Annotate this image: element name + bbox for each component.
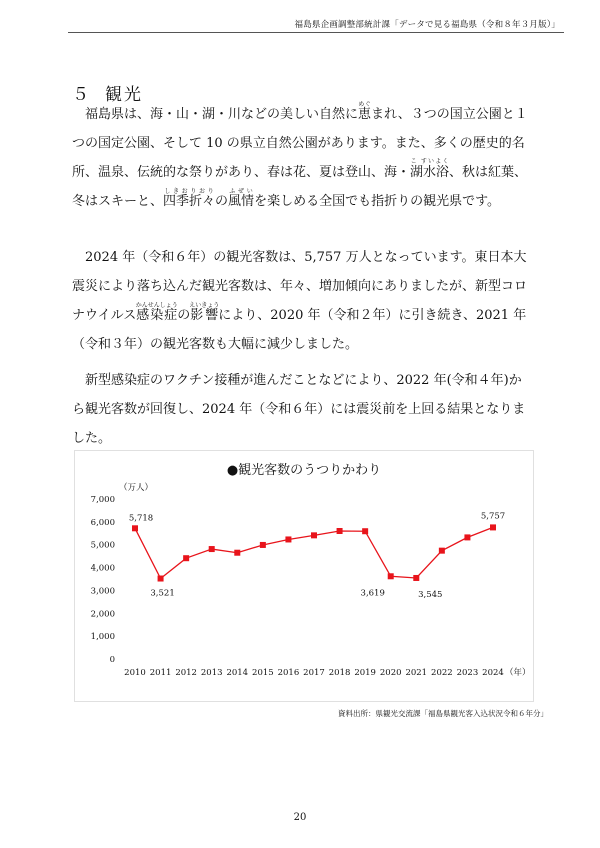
data-point [311,532,317,538]
y-tick-label: 6,000 [90,517,115,528]
x-tick-label: 2024 [482,668,504,678]
paragraph-2 [72,243,528,359]
text-run: により、2020 年（令和２年）に引き続き、2021 年（令和３年）の観光客数も大幅に減少しました。 [72,308,527,352]
text-run: まれ、３つの国立公園と１つの国定公園、そして 10 の県立自然公園があります。また、多くの歴史的名所、温泉、伝統的な祭りがあり、春は花、夏は登山、海・ [72,107,528,180]
source-note: 資料出所：県観光交流課「福島県観光客入込状況令和６年分」 [338,709,548,718]
x-tick-label: 2018 [328,668,351,678]
x-tick-label: 2015 [252,668,274,678]
tourism-chart [74,450,534,702]
data-label: 3,619 [360,588,385,599]
y-tick-label: 2,000 [90,609,115,620]
data-point [132,525,138,531]
data-label: 3,521 [150,588,175,599]
x-tick-label: 2012 [175,668,197,678]
paragraph-3-text: 新型感染症のワクチン接種が進んだことなどにより、2022 年(令和４年)から観光客数が回復し、2024 年（令和６年）には震災前を上回る結果となりました。 [72,373,526,446]
x-axis-label: （年） [505,668,531,678]
header-rule [68,32,564,33]
ruby-shikiorioori [163,188,216,209]
ruby-text: えいきょう [189,302,220,309]
ruby-megu [358,101,372,122]
text-run: 福島県は、海・山・湖・川などの美しい自然に [85,107,359,122]
ruby-text: こ すいよく [410,158,450,165]
x-tick-label: 2016 [277,668,300,678]
chart-canvas [75,451,533,701]
text-run: の [215,194,229,209]
ruby-eikyou [189,302,220,323]
ruby-base: 湖水浴 [410,165,450,180]
x-tick-label: 2022 [431,668,453,678]
ruby-kosuiyoku [410,158,450,180]
data-point [439,548,445,554]
data-label: 3,545 [418,589,443,600]
text-run: 、秋は紅葉、冬はスキーと、 [72,165,528,209]
data-point [183,555,189,561]
data-point [260,542,266,548]
x-tick-label: 2017 [303,668,325,678]
data-label: 5,718 [128,513,154,524]
data-point [464,534,470,540]
y-tick-label: 5,000 [90,540,115,551]
chart-title: ●観光客数のうつりかわり [226,463,382,478]
x-tick-label: 2020 [379,668,402,678]
text-run: 2024 年（令和６年）の観光客数は、5,757 万人となっています。東日本大震災により落ち込んだ観光客数は、年々、増加傾向にありましたが、新型コロナウイルス [72,250,528,323]
paragraph-1 [72,100,528,216]
ruby-base: 四季折々 [163,194,216,209]
y-tick-label: 7,000 [90,495,115,505]
ruby-text: ふぜい [228,188,255,195]
ruby-text: めぐ [358,101,372,108]
y-axis-label: （万人） [119,483,154,493]
ruby-text: しきおりおり [163,188,216,195]
y-tick-label: 4,000 [90,563,115,574]
x-tick-label: 2010 [124,668,146,678]
ruby-fuzei [228,188,255,209]
paragraph-3 [72,366,528,453]
page-number: 20 [293,812,307,823]
text-run: の [177,308,191,323]
data-point [413,575,419,581]
data-point [209,546,215,552]
x-tick-label: 2019 [354,668,376,678]
ruby-base: 感染症 [135,308,178,323]
y-tick-label: 3,000 [90,586,115,597]
data-point [337,528,343,534]
x-tick-label: 2014 [226,668,249,678]
data-point [285,536,291,542]
x-tick-label: 2021 [405,668,428,678]
data-point [388,573,394,579]
data-point [362,528,368,534]
section-title: 観光 [105,85,143,105]
x-tick-label: 2013 [200,668,223,678]
ruby-base: 影響 [189,308,220,323]
ruby-base: 恵 [358,107,372,122]
ruby-kansenshou [135,302,178,323]
data-point [234,550,240,556]
data-point [490,524,496,530]
text-run: を楽しめる全国でも指折りの観光県です。 [254,194,501,209]
x-tick-label: 2011 [149,668,172,678]
section-number: ５ [72,85,91,105]
y-tick-label: 1,000 [90,632,115,643]
data-point [158,576,164,582]
ruby-text: かんせんしょう [135,302,178,309]
y-tick-label: 0 [109,655,115,665]
running-header: 福島県企画調整部統計課「データで見る福島県（令和８年３月版）」 [294,20,560,30]
x-tick-label: 2023 [456,668,479,678]
data-label: 5,757 [480,511,506,522]
ruby-base: 風情 [228,194,255,209]
